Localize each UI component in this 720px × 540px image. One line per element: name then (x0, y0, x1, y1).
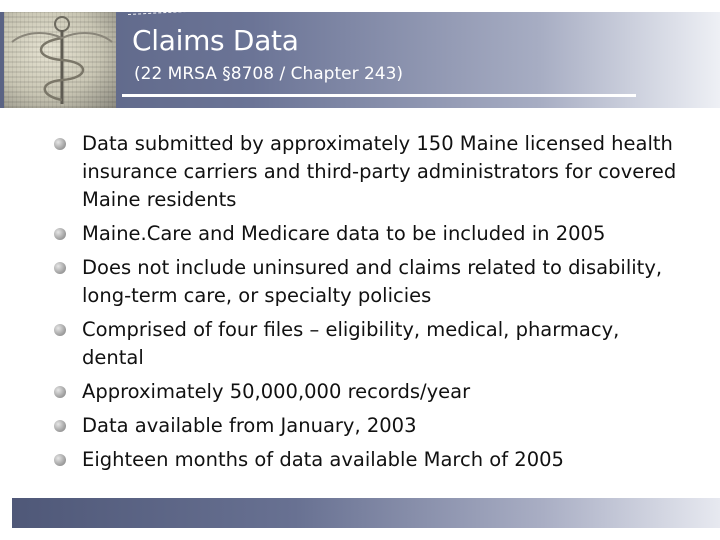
bullet-icon (54, 228, 66, 240)
footer-band (12, 498, 720, 528)
bullet-item (54, 378, 684, 406)
bullet-item (54, 130, 684, 214)
bullet-text: Does not include uninsured and claims related to disability, long-term care, or specialty policies (82, 256, 663, 307)
bullet-text: Approximately 50,000,000 records/year (82, 380, 471, 403)
bullet-item (54, 446, 684, 474)
bullet-item (54, 412, 684, 440)
bullet-icon (54, 386, 66, 398)
header-underline (122, 94, 636, 97)
bullet-icon (54, 138, 66, 150)
bullet-text: Maine.Care and Medicare data to be included in 2005 (82, 222, 606, 245)
bullet-icon (54, 420, 66, 432)
bullet-icon (54, 262, 66, 274)
bullet-item (54, 316, 684, 372)
bullet-icon (54, 324, 66, 336)
slide-title: Claims Data (132, 24, 299, 57)
bullet-list (54, 130, 684, 480)
bullet-text: Eighteen months of data available March of 2005 (82, 448, 564, 471)
bullet-icon (54, 454, 66, 466)
bullet-text: Data submitted by approximately 150 Maine licensed health insurance carriers and third-party administrators for covered Maine residents (82, 132, 677, 211)
bullet-text: Data available from January, 2003 (82, 414, 417, 437)
bullet-text: Comprised of four files – eligibility, medical, pharmacy, dental (82, 318, 620, 369)
slide-subtitle: (22 MRSA §8708 / Chapter 243) (134, 64, 404, 84)
caduceus-logo-icon (4, 12, 116, 108)
bullet-item (54, 254, 684, 310)
bullet-item (54, 220, 684, 248)
